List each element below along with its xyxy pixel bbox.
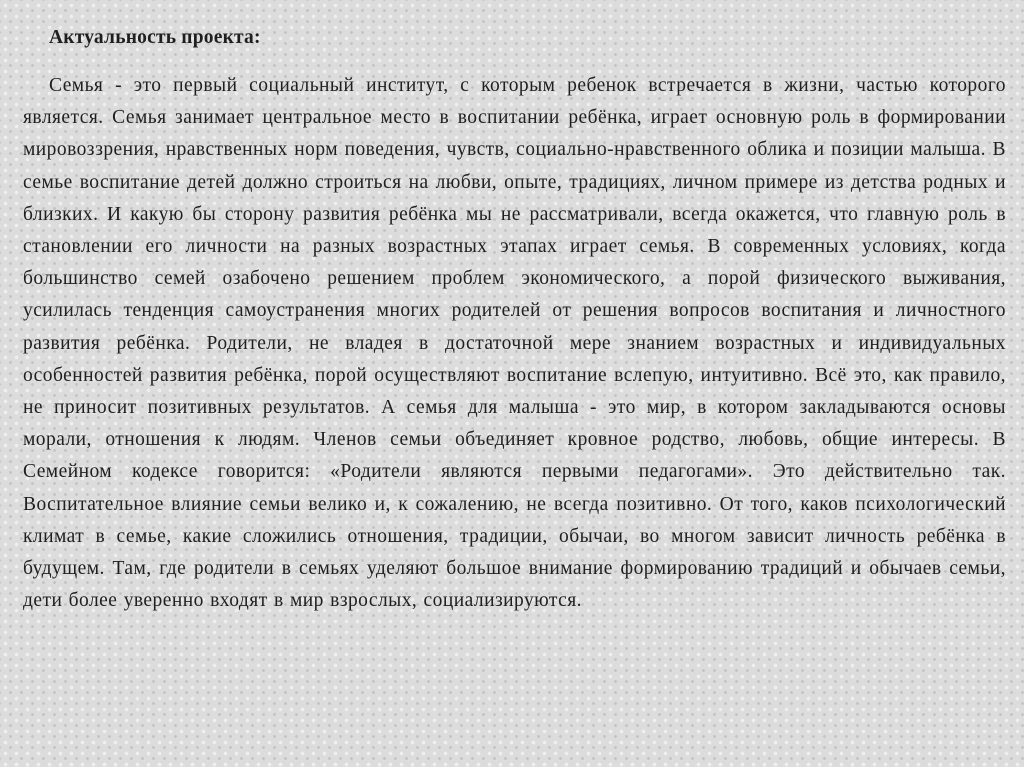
section-heading: Актуальность проекта: — [49, 27, 261, 48]
paragraph: Семья - это первый социальный институт, с которым ребенок встречается в жизни, частью которого является. Семья занимает центральное место в воспитании ребёнка, играет основную роль в формировании мировоззрения, нравственных норм поведения, чувств, социально-нравственного облика и позиции малыша. В семье воспитание детей должно строиться на любви, опыте, традициях, личном примере из детства родных и близких. И какую бы сторону развития ребёнка мы не рассматривали, всегда окажется, что главную роль в становлении его личности на разных возрастных этапах играет семья. В современных условиях, когда большинство семей озабочено решением проблем экономического, а порой физического выживания, усилилась тенденция самоустранения многих родителей от решения вопросов воспитания и личностного развития ребёнка. Родители, не владея в достаточной мере знанием возрастных и индивидуальных особенностей развития ребёнка, порой осуществляют воспитание вслепую, интуитивно. Всё это, как правило, не приносит позитивных результатов. А семья для малыша - это мир, в котором закладываются основы морали, отношения к людям. Членов семьи объединяет кровное родство, любовь, общие интересы. В Семейном кодексе говорится: «Родители являются первыми педагогами». Это действительно так. Воспитательное влияние семьи велико и, к сожалению, не всегда позитивно. От того, каков психологический климат в семье, какие сложились отношения, традиции, обычаи, во многом зависит личность ребёнка в будущем. Там, где родители в семьях уделяют большое внимание формированию традиций и обычаев семьи, дети более уверенно входят в мир взрослых, социализируются. — [23, 75, 1006, 612]
body-text — [23, 70, 1006, 617]
